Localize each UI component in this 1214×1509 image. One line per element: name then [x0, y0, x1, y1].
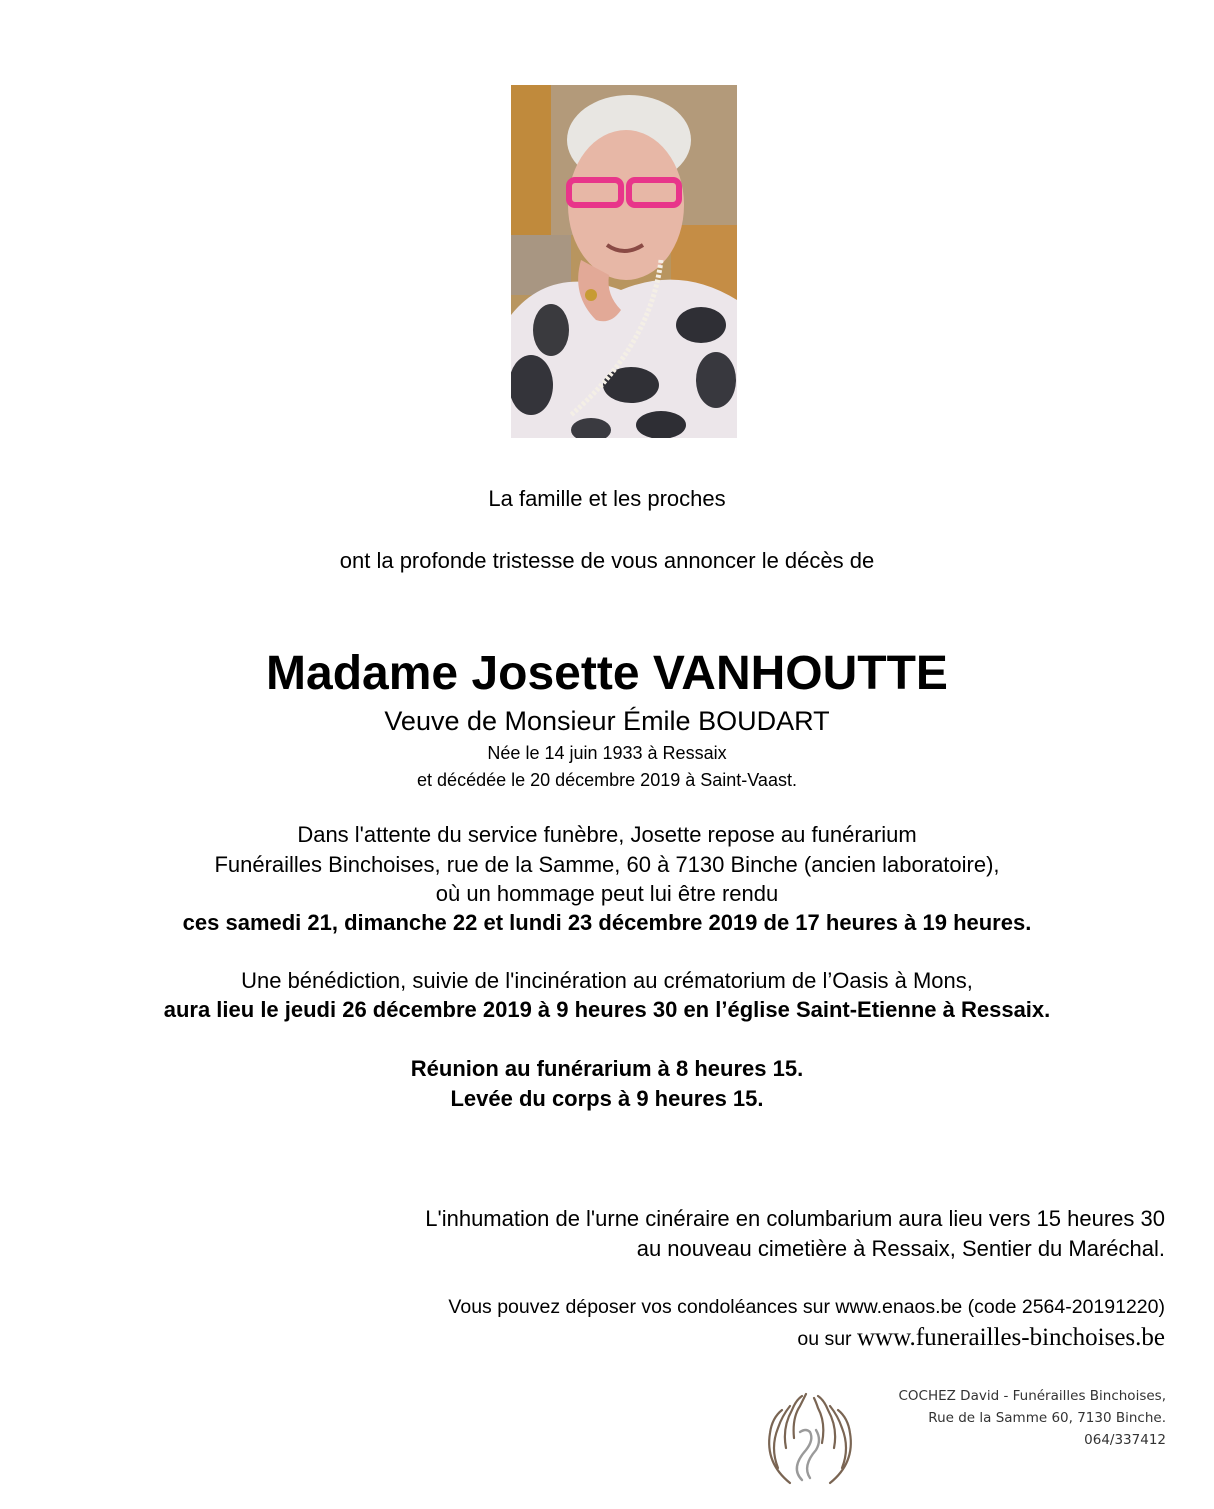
- visitation-line-1: Dans l'attente du service funèbre, Josette repose au funérarium: [297, 822, 917, 847]
- funerailles-link[interactable]: www.funerailles-binchoises.be: [856, 1324, 1165, 1351]
- intro-line-2: ont la profonde tristesse de vous annoncer le décès de: [339, 548, 875, 573]
- birth-info: Née le 14 juin 1933 à Ressaix: [487, 743, 727, 763]
- funeral-home-info: [898, 1385, 1166, 1451]
- intro-line-1: La famille et les proches: [488, 486, 726, 511]
- funeral-home-name: COCHEZ David - Funérailles Binchoises,: [898, 1388, 1166, 1404]
- funeral-home-phone: 064/337412: [1084, 1432, 1166, 1448]
- meeting-time: Réunion au funérarium à 8 heures 15.: [410, 1056, 804, 1081]
- deceased-name: Madame Josette VANHOUTTE: [266, 647, 948, 700]
- portrait-photo-icon: [511, 85, 737, 438]
- burial-line-2: au nouveau cimetière à Ressaix, Sentier du Maréchal.: [636, 1236, 1165, 1261]
- phoenix-logo-icon: [760, 1388, 860, 1488]
- condolences-line-1: Vous pouvez déposer vos condoléances sur www.enaos.be (code 2564-20191220): [448, 1296, 1165, 1318]
- visitation-line-3: où un hommage peut lui être rendu: [435, 881, 779, 906]
- funeral-home-address: Rue de la Samme 60, 7130 Binche.: [928, 1410, 1166, 1426]
- burial-line-1: L'inhumation de l'urne cinéraire en columbarium aura lieu vers 15 heures 30: [425, 1206, 1165, 1231]
- ceremony-line-1: Une bénédiction, suivie de l'incinération au crématorium de l’Oasis à Mons,: [241, 968, 973, 993]
- visitation-dates: ces samedi 21, dimanche 22 et lundi 23 décembre 2019 de 17 heures à 19 heures.: [182, 910, 1032, 935]
- death-info: et décédée le 20 décembre 2019 à Saint-Vaast.: [417, 770, 797, 790]
- widow-of: Veuve de Monsieur Émile BOUDART: [384, 706, 830, 736]
- portrait-photo: [511, 85, 737, 438]
- condolences-line-2: [797, 1324, 1165, 1352]
- ceremony-line-2: aura lieu le jeudi 26 décembre 2019 à 9 heures 30 en l’église Saint-Etienne à Ressaix.: [163, 997, 1051, 1022]
- condolences-prefix: ou sur: [797, 1328, 857, 1350]
- visitation-line-2: Funérailles Binchoises, rue de la Samme, 60 à 7130 Binche (ancien laboratoire),: [214, 852, 1000, 877]
- departure-time: Levée du corps à 9 heures 15.: [450, 1086, 764, 1111]
